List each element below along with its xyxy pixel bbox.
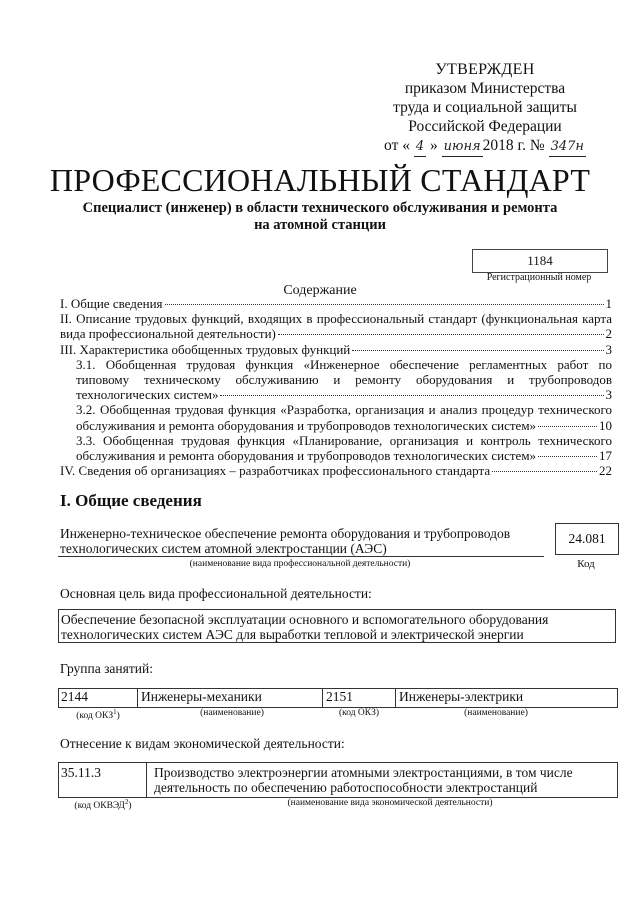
okved-code-cell: 35.11.3	[59, 763, 147, 797]
table-of-contents	[60, 296, 612, 478]
toc-item[interactable]: 3.2. Обобщенная трудовая функция «Разработка, организация и анализ процедур технического обслуживания и ремонта оборудования и трубопроводов технологических систем» 10	[76, 402, 612, 433]
group-label: Группа занятий:	[60, 661, 153, 676]
name-caption: (наименование)	[200, 708, 264, 718]
okved-name-caption: (наименование вида экономической деятельности)	[287, 798, 493, 808]
okved-label: Отнесение к видам экономической деятельности:	[60, 736, 345, 751]
approval-line-2: труда и социальной защиты	[393, 99, 577, 116]
handwritten-month: июня	[442, 137, 483, 157]
approval-line-1: приказом Министерства	[404, 80, 566, 97]
occupation-name-cell: Инженеры-механики	[138, 689, 323, 707]
okved-code-caption: (код ОКВЭД$^2$)	[74, 798, 132, 812]
goal-label: Основная цель вида профессиональной деятельности:	[60, 586, 372, 601]
okz-code-cell: 2144	[59, 689, 138, 707]
okz-caption: (код ОКЗ$^1$)	[76, 708, 120, 722]
document-subtitle	[70, 200, 570, 234]
code-caption: Код	[577, 558, 595, 570]
group-table	[58, 688, 618, 708]
okved-name-cell: Производство электроэнергии атомными электростанциями, в том числе деятельность по обеспечению работоспособности электростанций	[154, 765, 573, 795]
toc-item[interactable]: III. Характеристика обобщенных трудовых функций 3	[60, 341, 612, 357]
order-date-line	[380, 136, 590, 157]
goal-box: Обеспечение безопасной эксплуатации основного и вспомогательного оборудования технологических систем АЭС для выработки тепловой и электрической энергии	[58, 609, 616, 643]
toc-title: Содержание	[283, 283, 357, 298]
okz-code-cell: 2151	[323, 689, 396, 707]
approval-block	[380, 60, 590, 157]
subtitle-line-1: Специалист (инженер) в области технического обслуживания и ремонта	[82, 200, 558, 216]
order-year: 2018 г. №	[482, 137, 545, 154]
registration-caption: Регистрационный номер	[486, 272, 592, 283]
date-mid: »	[430, 137, 438, 154]
approval-heading: УТВЕРЖДЕН	[435, 61, 535, 78]
toc-item[interactable]: 3.3. Обобщенная трудовая функция «Планирование, организация и контроль технического обслуживания и ремонта оборудования и трубопроводов технологических систем» 17	[76, 432, 612, 464]
okz-caption: (код ОКЗ)	[338, 708, 380, 718]
date-prefix: от «	[384, 137, 410, 154]
handwritten-day: 4	[414, 137, 426, 157]
approval-line-3: Российской Федерации	[408, 118, 562, 135]
occupation-name-cell: Инженеры-электрики	[399, 689, 524, 704]
activity-name: Инженерно-техническое обеспечение ремонта оборудования и трубопроводов технологических систем атомной электростанции (АЭС)	[60, 526, 511, 556]
toc-item[interactable]: 3.1. Обобщенная трудовая функция «Инженерное обеспечение регламентных работ по типовому техническому обслуживанию и ремонту оборудования и трубопроводов технологических систем» 3	[76, 356, 612, 403]
subtitle-line-2: на атомной станции	[254, 217, 386, 233]
section-heading: I. Общие сведения	[60, 491, 202, 510]
handwritten-order-number: 347н	[549, 137, 586, 157]
toc-item[interactable]: I. Общие сведения 1	[60, 296, 612, 311]
divider	[58, 556, 544, 557]
document-title: ПРОФЕССИОНАЛЬНЫЙ СТАНДАРТ	[49, 162, 591, 198]
okved-table	[58, 762, 618, 798]
toc-item[interactable]: II. Описание трудовых функций, входящих в профессиональный стандарт (функциональная карта вида профессиональной деятельности) 2	[60, 311, 612, 342]
name-caption: (наименование)	[464, 708, 528, 718]
activity-caption: (наименование вида профессиональной деятельности)	[189, 559, 411, 569]
activity-code: 24.081	[555, 523, 619, 555]
registration-number-box: 1184	[472, 249, 608, 273]
toc-item[interactable]: IV. Сведения об организациях – разработчиках профессионального стандарта 22	[60, 463, 612, 479]
